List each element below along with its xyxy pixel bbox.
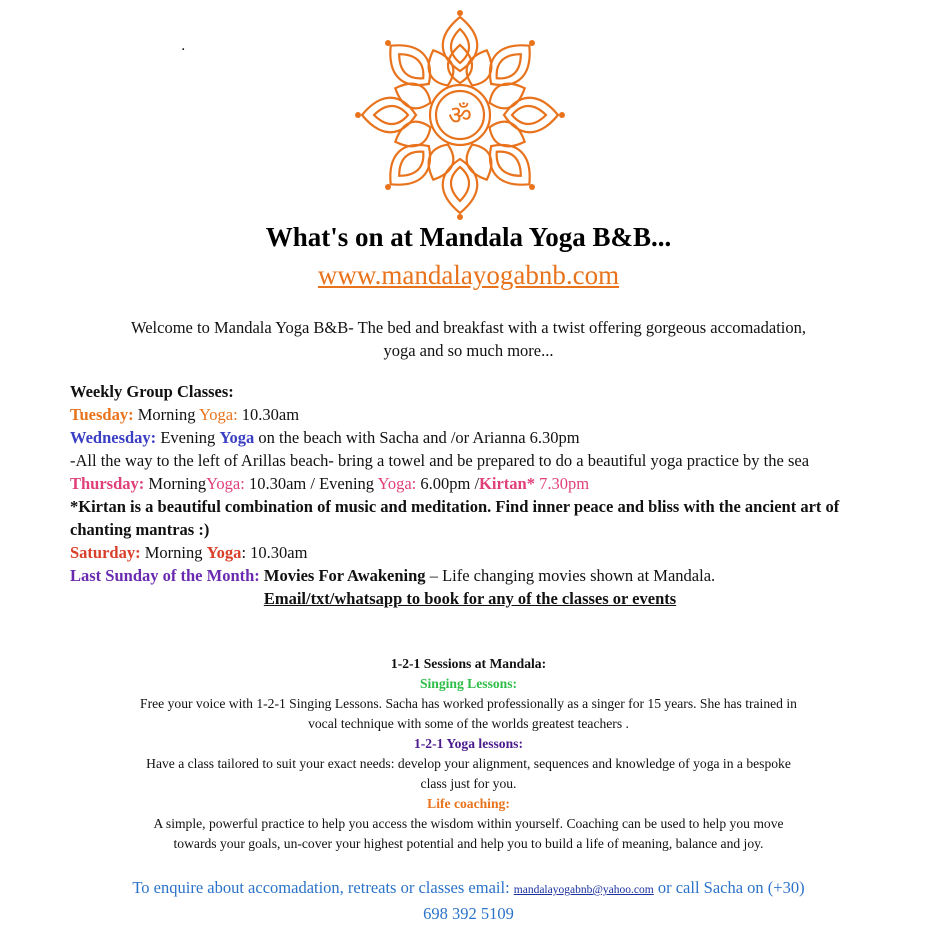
singing-line-1: Free your voice with 1-2-1 Singing Lessons. Sacha has worked professionally as a singer for 15 years. She has trained in (140, 696, 797, 711)
sessions-section (60, 654, 877, 854)
website-link[interactable]: www.mandalayogabnb.com (317, 260, 620, 290)
welcome-line-1: Welcome to Mandala Yoga B&B- The bed and breakfast with a twist offering gorgeous accomadation, (130, 318, 806, 337)
yoga-line-2: class just for you. (420, 776, 517, 791)
coaching-title: Life coaching: (427, 796, 510, 811)
email-link[interactable]: mandalayogabnb@yahoo.com (513, 884, 654, 896)
singing-title: Singing Lessons: (419, 676, 518, 691)
weekly-heading: Weekly Group Classes: (70, 382, 234, 401)
mandala-om-logo (355, 10, 565, 220)
page-title: What's on at Mandala Yoga B&B... (265, 222, 672, 252)
enquire-text (60, 876, 877, 925)
saturday-line: Saturday: Morning Yoga: 10.30am (70, 543, 308, 562)
wednesday-note: -All the way to the left of Arillas beach- bring a towel and be prepared to do a beautiful yoga practice by the sea (70, 451, 810, 470)
coaching-line-2: towards your goals, un-cover your highest potential and help you to build a life of meaning, balance and joy. (173, 836, 764, 851)
coaching-line-1: A simple, powerful practice to help you access the wisdom within yourself. Coaching can be used to help you move (153, 816, 784, 831)
enquire-prefix: To enquire about accomadation, retreats or classes email: (132, 878, 514, 897)
phone-number: 698 392 5109 (423, 904, 514, 923)
sessions-heading: 1-2-1 Sessions at Mandala: (390, 656, 547, 671)
tuesday-line: Tuesday: Morning Yoga: 10.30am (70, 405, 300, 424)
stray-dot: . (181, 38, 186, 54)
wednesday-line: Wednesday: Evening Yoga on the beach with Sacha and /or Arianna 6.30pm (70, 428, 580, 447)
thursday-line: Thursday: MorningYoga: 10.30am / Evening Yoga: 6.00pm /Kirtan* 7.30pm (70, 474, 590, 493)
kirtan-note: *Kirtan is a beautiful combination of music and meditation. Find inner peace and bliss with the ancient art of chanting mantras :) (70, 497, 840, 539)
svg-text:ॐ: ॐ (448, 101, 472, 131)
welcome-text (60, 316, 877, 362)
weekly-classes (70, 380, 870, 610)
welcome-line-2: yoga and so much more... (383, 341, 554, 360)
singing-line-2: vocal technique with some of the worlds greatest teachers . (308, 716, 629, 731)
sunday-line: Last Sunday of the Month: Movies For Awakening – Life changing movies shown at Mandala. (70, 566, 716, 585)
yoga-lessons-title: 1-2-1 Yoga lessons: (413, 736, 523, 751)
yoga-line-1: Have a class tailored to suit your exact needs: develop your alignment, sequences and knowledge of yoga in a bespoke (146, 756, 791, 771)
enquire-suffix: or call Sacha on (+30) (653, 878, 805, 897)
booking-cta: Email/txt/whatsapp to book for any of the classes or events (263, 589, 677, 608)
